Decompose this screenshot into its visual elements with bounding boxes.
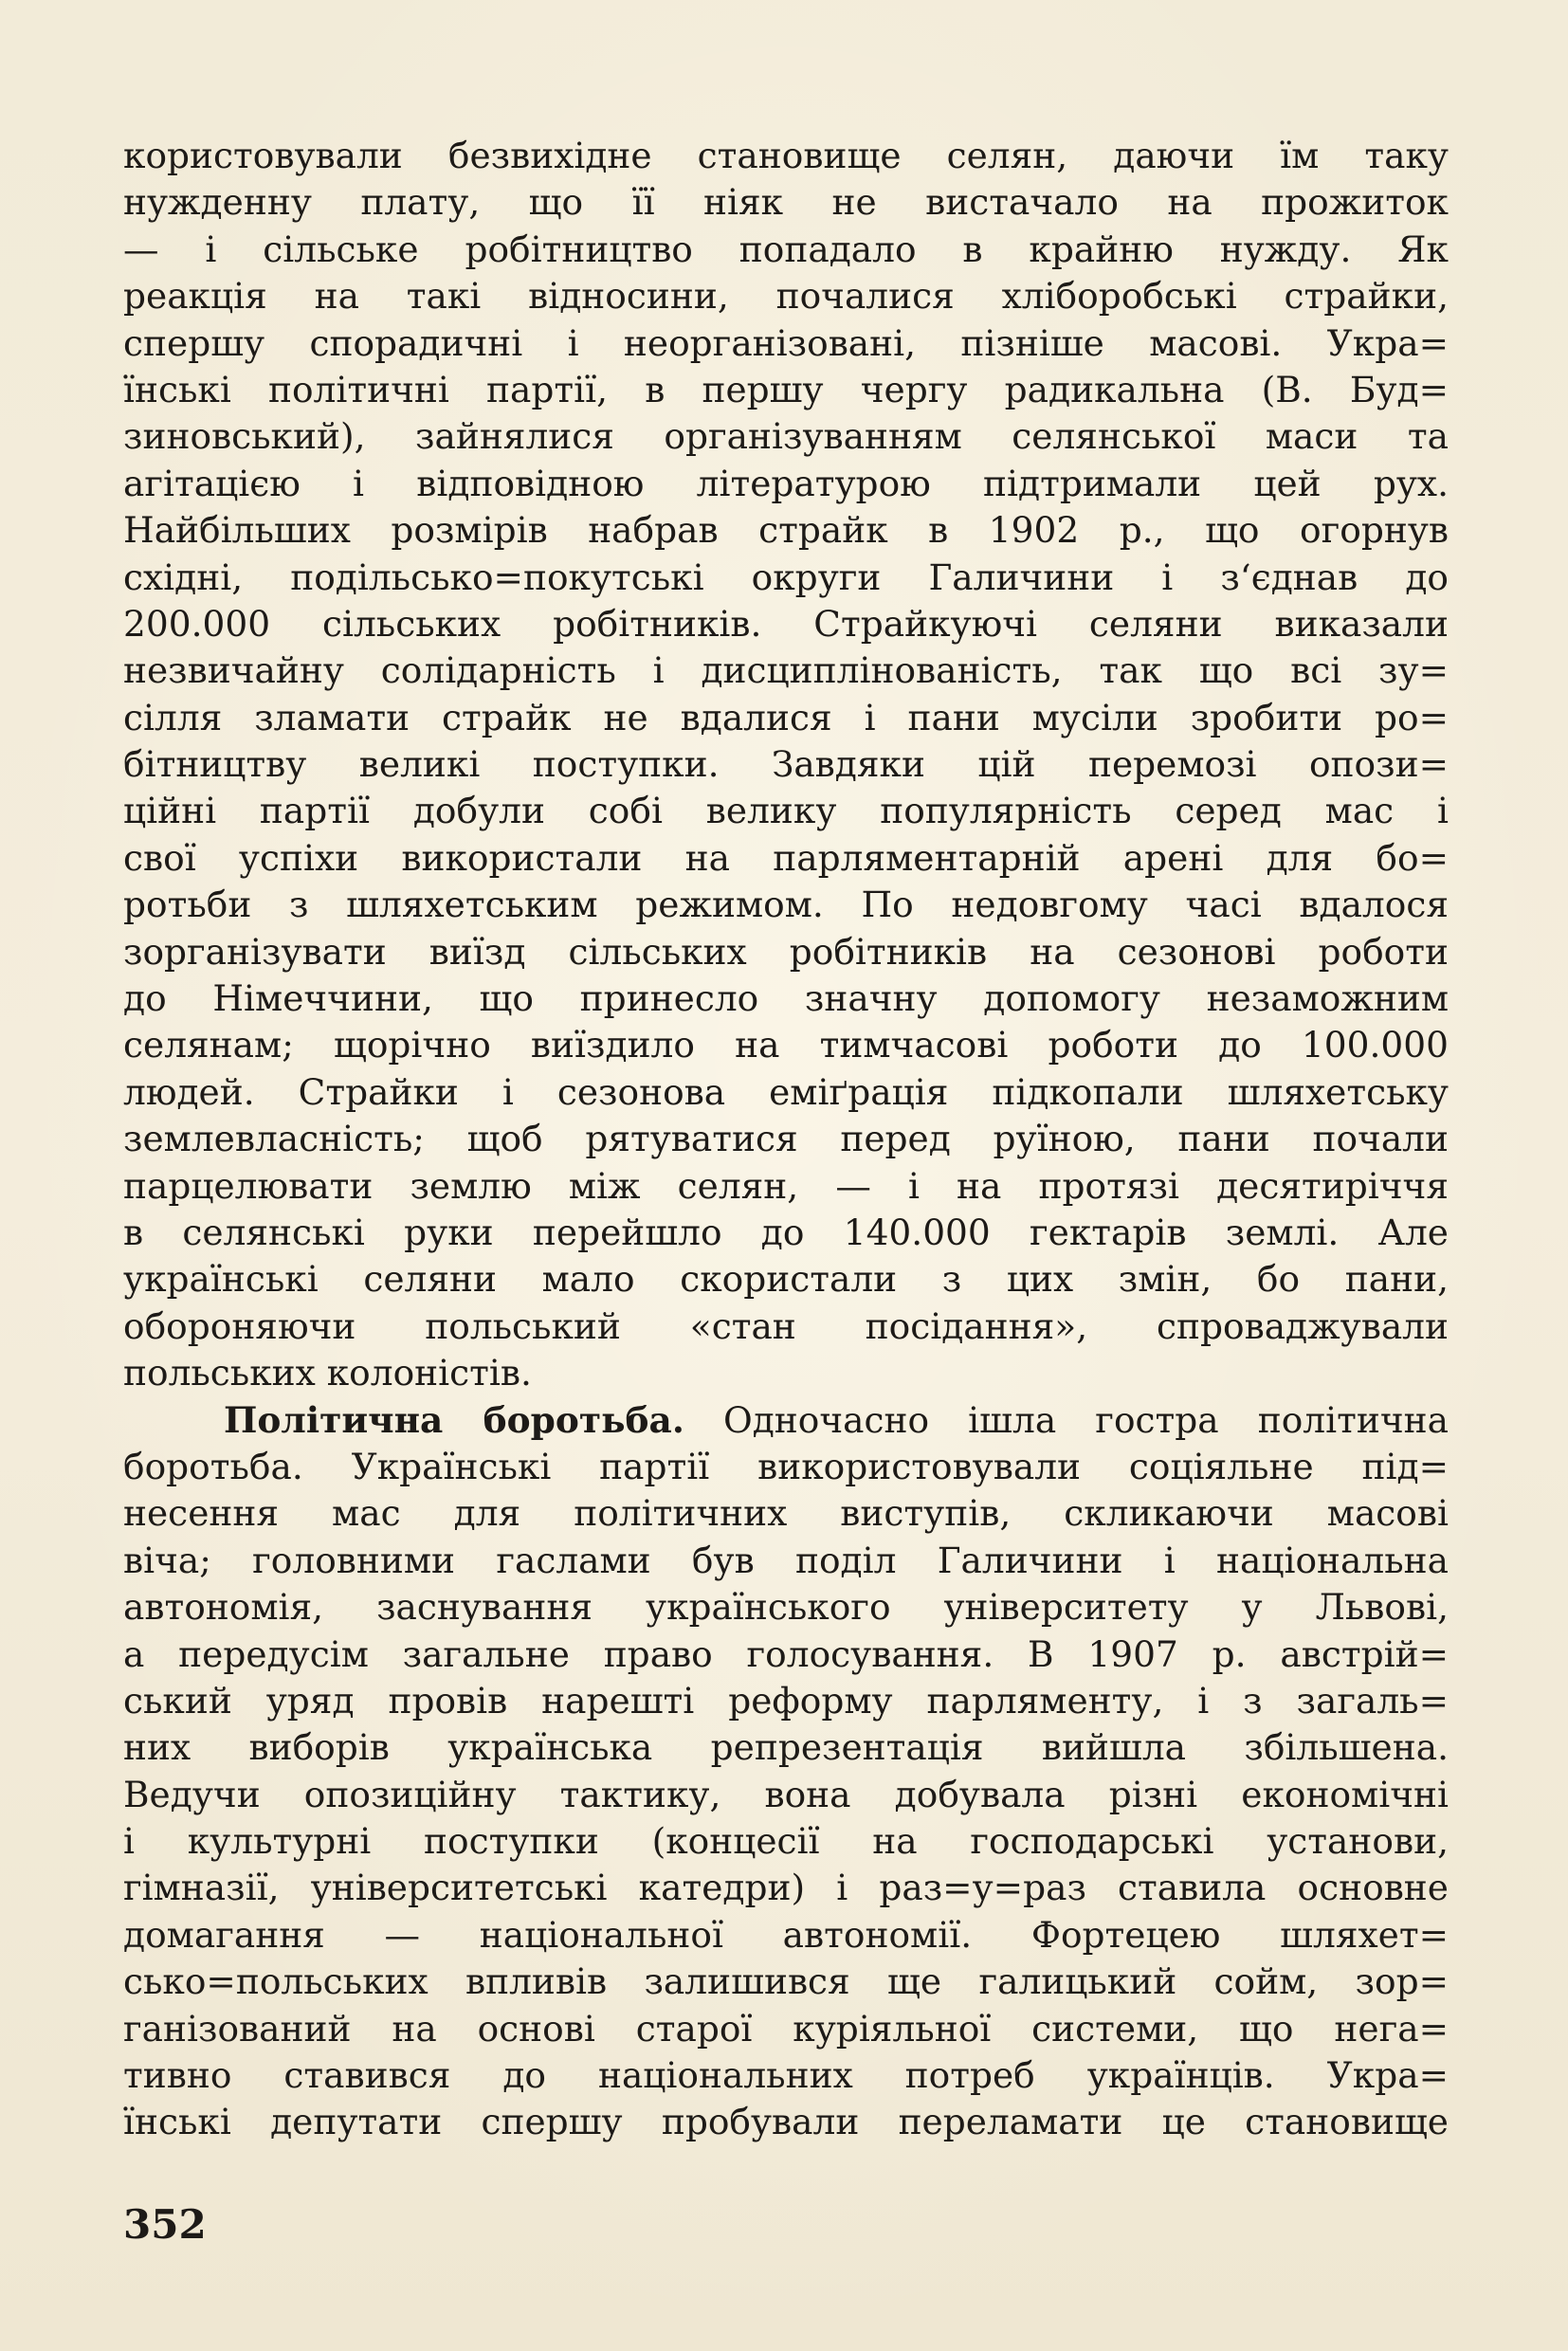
- text-line: — і сільське робітництво попадало в крайню нужду. Як: [123, 228, 1449, 270]
- text-line: їнські депутати спершу пробували переламати це становище: [123, 2101, 1449, 2143]
- text-line: зиновський), зайнялися організуванням селянської маси та: [123, 415, 1449, 458]
- text-line: агітацією і відповідною літературою підтримали цей рух.: [123, 462, 1449, 504]
- paragraph-first-line: [123, 1397, 1449, 1444]
- text-line: несення мас для політичних виступів, скликаючи масові: [123, 1492, 1449, 1535]
- text-line: спершу спорадичні і неорганізовані, пізніше масові. Укра=: [123, 321, 1449, 364]
- text-line: парцелювати землю між селян, — і на протязі десятиріччя: [123, 1164, 1449, 1207]
- heading-line-rest: Одночасно ішла гостра політична: [684, 1398, 1449, 1441]
- text-line: Найбільших розмірів набрав страйк в 1902 р., що огорнув: [123, 509, 1449, 552]
- text-line: східні, подільсько=покутські округи Галичини і з‘єднав до: [123, 556, 1449, 598]
- text-line: до Німеччини, що принесло значну допомогу незаможним: [123, 977, 1449, 1020]
- section-heading: Політична боротьба.: [224, 1398, 684, 1441]
- paragraph-2: [123, 1397, 1449, 2146]
- text-line: домагання — національної автономії. Фортецею шляхет=: [123, 1913, 1449, 1956]
- text-line: сілля зламати страйк не вдалися і пани мусіли зробити ро=: [123, 696, 1449, 738]
- text-line: бітництву великі поступки. Завдяки цій перемозі опози=: [123, 743, 1449, 786]
- text-line: незвичайну солідарність і дисциплінованість, так що всі зу=: [123, 649, 1449, 692]
- page-number: 352: [123, 2201, 207, 2248]
- text-line: тивно ставився до національних потреб українців. Укра=: [123, 2054, 1449, 2097]
- text-line: гімназії, університетські катедри) і раз=у=раз ставила основне: [123, 1867, 1449, 1909]
- text-line: нужденну плату, що її ніяк не вистачало на прожиток: [123, 181, 1449, 224]
- text-line: селянам; щорічно виїздило на тимчасові роботи до 100.000: [123, 1024, 1449, 1066]
- text-line: українські селяни мало скористали з цих змін, бо пани,: [123, 1258, 1449, 1301]
- text-line: їнські політичні партії, в першу чергу радикальна (В. Буд=: [123, 368, 1449, 410]
- text-line: ганізований на основі старої куріяльної системи, що нега=: [123, 2007, 1449, 2050]
- text-line: і культурні поступки (концесії на господарські установи,: [123, 1820, 1449, 1863]
- text-line: польських колоністів.: [123, 1352, 532, 1394]
- text-line: ротьби з шляхетським режимом. По недовгому часі вдалося: [123, 884, 1449, 926]
- text-line: землевласність; щоб рятуватися перед руїною, пани почали: [123, 1118, 1449, 1160]
- body-text: [123, 133, 1449, 2146]
- text-line: 200.000 сільських робітників. Страйкуючі селяни виказали: [123, 602, 1449, 645]
- text-line: зорганізувати виїзд сільських робітників на сезонові роботи: [123, 930, 1449, 973]
- text-line: автономія, заснування українського університету у Львові,: [123, 1586, 1449, 1629]
- text-line: ський уряд провів нарешті реформу парляменту, і з загаль=: [123, 1679, 1449, 1722]
- text-line: в селянські руки перейшло до 140.000 гектарів землі. Але: [123, 1211, 1449, 1253]
- text-line: віча; головними гаслами був поділ Галичини і національна: [123, 1539, 1449, 1581]
- paragraph-1: [123, 133, 1449, 1397]
- text-line: обороняючи польський «стан посідання», спроваджували: [123, 1304, 1449, 1347]
- text-line: людей. Страйки і сезонова еміґрація підкопали шляхетську: [123, 1070, 1449, 1113]
- text-line: них виборів українська репрезентація вийшла збільшена.: [123, 1726, 1449, 1769]
- text-line: користовували безвихідне становище селян, даючи їм таку: [123, 135, 1449, 176]
- text-line: а передусім загальне право голосування. В 1907 р. австрій=: [123, 1632, 1449, 1675]
- text-line: реакція на такі відносини, почалися хліборобські страйки,: [123, 275, 1449, 318]
- text-line: боротьба. Українські партії використовували соціяльне під=: [123, 1445, 1449, 1487]
- text-line: сько=польських впливів залишився ще галицький сойм, зор=: [123, 1960, 1449, 2003]
- text-line: ційні партії добули собі велику популярність серед мас і: [123, 790, 1449, 832]
- text-line: Ведучи опозиційну тактику, вона добувала різні економічні: [123, 1773, 1449, 1815]
- text-line: свої успіхи використали на парляментарній арені для бо=: [123, 836, 1449, 879]
